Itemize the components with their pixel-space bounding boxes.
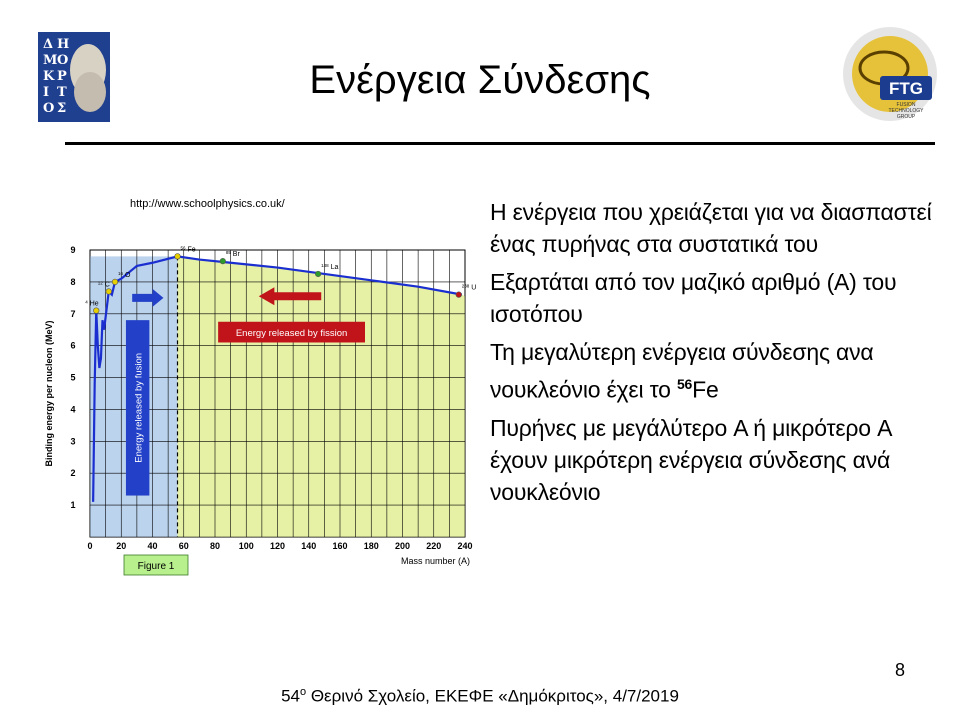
y-tick-label: 3: [70, 436, 76, 447]
demokritos-logo: [38, 32, 110, 122]
point-he: [93, 308, 99, 314]
y-tick-label: 8: [70, 276, 76, 287]
logo-letter: Η: [57, 37, 70, 52]
fission-label: Energy released by fission: [235, 327, 348, 339]
x-tick-label: 240: [457, 541, 473, 551]
title-divider: [65, 142, 935, 145]
y-tick-label: 4: [70, 404, 76, 415]
logo-letter: Ρ: [57, 69, 67, 84]
source-url: http://www.schoolphysics.co.uk/: [130, 198, 285, 210]
y-tick-label: 5: [70, 372, 76, 383]
point-label-fe: $^{56}$ Fe: [180, 245, 196, 254]
point-label-la: $^{148}$ La: [321, 262, 339, 271]
point-label-he: $^4$ He: [85, 299, 99, 308]
ftg-logo: [840, 24, 940, 124]
logo-letter: Σ: [57, 101, 67, 116]
point-o: [112, 279, 118, 285]
y-tick-label: 6: [70, 340, 76, 351]
page-number: 8: [894, 660, 905, 680]
bullet-list: [490, 196, 950, 514]
x-tick-label: 120: [269, 541, 286, 551]
x-tick-label: 0: [87, 541, 93, 551]
point-label-u: $^{238}$ U: [461, 283, 477, 292]
x-tick-label: 140: [301, 541, 317, 551]
ftg-line2: TECHNOLOGY: [888, 108, 924, 114]
point-br: [220, 258, 226, 264]
point-la: [315, 271, 321, 277]
x-tick-label: 160: [332, 541, 348, 551]
point-fe: [175, 254, 181, 260]
y-tick-label: 1: [70, 500, 76, 511]
ftg-line1: FUSION: [896, 102, 916, 108]
logo-letter: Ο: [43, 101, 55, 116]
x-tick-label: 220: [426, 541, 442, 551]
x-tick-label: 40: [147, 541, 158, 551]
x-tick-label: 100: [238, 541, 254, 551]
x-tick-label: 200: [394, 541, 411, 551]
bullet-item-1: Η ενέργεια που χρειάζεται για να διασπαστεί ένας πυρήνας στα συστατικά του: [490, 199, 932, 257]
y-axis-label: Binding energy per nucleon (MeV): [44, 320, 54, 467]
y-tick-label: 2: [70, 468, 76, 479]
point-c: [106, 289, 112, 295]
logo-letter: Ι: [43, 85, 50, 100]
logo-letter: Κ: [43, 69, 55, 84]
figure-label: Figure 1: [137, 561, 175, 572]
binding-energy-chart: [40, 210, 490, 590]
point-u: [456, 292, 462, 298]
fusion-label: Energy released by fusion: [133, 352, 145, 463]
logo-letter: Ο: [57, 53, 69, 68]
bullet-item-2: Εξαρτάται από τον μαζικό αριθμό (A) του ισοτόπου: [490, 269, 897, 327]
x-tick-label: 60: [178, 541, 189, 551]
logo-letter: Δ: [43, 37, 54, 52]
point-label-br: $^{85}$ Br: [225, 250, 240, 259]
y-tick-label: 9: [70, 245, 76, 255]
point-label-c: $^{12}$ C: [97, 280, 110, 289]
bullet-item-3: Τη μεγαλύτερη ενέργεια σύνδεσης ανα νουκλεόνιο έχει το $^{56}$Fe: [490, 339, 874, 403]
logo-letter: Τ: [57, 85, 67, 100]
point-label-o: $^{16}$ O: [118, 270, 131, 279]
x-axis-label: Mass number (A): [400, 556, 470, 566]
x-tick-label: 80: [209, 541, 221, 551]
ftg-line3: GROUP: [896, 114, 916, 120]
bullet-item-4: Πυρήνες με μεγάλύτερο A ή μικρότερο A έχουν μικρότερη ενέργεια σύνδεσης ανά νουκλεόνιο: [490, 414, 891, 505]
x-tick-label: 20: [116, 541, 127, 551]
logo-letter: Μ: [43, 53, 58, 68]
y-tick-label: 7: [70, 308, 76, 319]
page-title: Ενέργεια Σύνδεσης: [309, 58, 651, 102]
x-tick-label: 180: [363, 541, 379, 551]
ftg-main-text: FTG: [889, 79, 923, 98]
footer: $54^o$ Θερινό Σχολείο, ΕΚΕΦΕ «Δημόκριτος», 4/7/2019: [281, 686, 679, 706]
